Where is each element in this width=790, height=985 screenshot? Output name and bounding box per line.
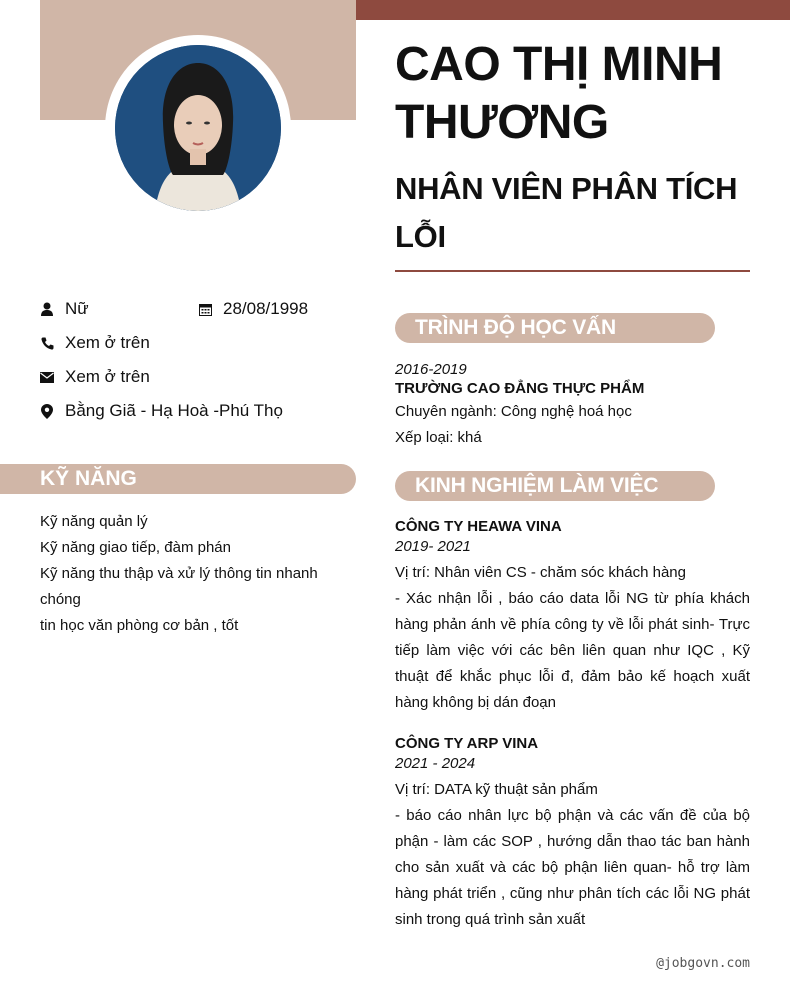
phone-row	[40, 331, 150, 355]
top-accent-bar	[356, 0, 790, 20]
skills-section-header	[0, 464, 356, 494]
birthdate-row	[198, 297, 308, 321]
job-years: 2021 - 2024	[395, 755, 476, 772]
education-heading: TRÌNH ĐỘ HỌC VẤN	[415, 316, 616, 339]
address-value: Bằng Giã - Hạ Hoà -Phú Thọ	[65, 401, 283, 420]
school-name: TRƯỜNG CAO ĐẲNG THỰC PHẨM	[395, 380, 645, 397]
skill-item: Kỹ năng thu thập và xử lý thông tin nhanh chóng	[40, 565, 318, 608]
company-name: CÔNG TY ARP VINA	[395, 735, 539, 752]
skill-item: tin học văn phòng cơ bản , tốt	[40, 617, 239, 634]
email-icon	[40, 370, 54, 384]
skill-item: Kỹ năng giao tiếp, đàm phán	[40, 539, 231, 556]
education-entry	[395, 357, 750, 451]
birthdate-value: 28/08/1998	[223, 299, 309, 318]
skills-heading: KỸ NĂNG	[40, 467, 137, 490]
skill-item: Kỹ năng quản lý	[40, 513, 148, 530]
company-name: CÔNG TY HEAWA VINA	[395, 518, 562, 535]
address-row	[40, 399, 283, 423]
gender-value: Nữ	[65, 299, 89, 318]
education-section-header	[395, 313, 715, 343]
candidate-name: CAO THỊ MINH THƯƠNG	[395, 38, 723, 149]
skills-list	[40, 509, 340, 639]
education-years: 2016-2019	[395, 361, 467, 378]
job-position: Vị trí: Nhân viên CS - chăm sóc khách hàng	[395, 564, 686, 581]
experience-heading: KINH NGHIỆM LÀM VIỆC	[415, 474, 659, 497]
experience-entry	[395, 517, 750, 716]
phone-value: Xem ở trên	[65, 333, 150, 352]
job-years: 2019- 2021	[395, 538, 471, 555]
experience-entry	[395, 734, 750, 933]
footer-watermark: @jobgovn.com	[656, 956, 750, 971]
job-description: - Xác nhận lỗi , báo cáo data lỗi NG từ phía khách hàng phản ánh về phía công ty về lỗi phát sinh- Trực tiếp làm việc với các bên liên quan như IQC , Kỹ thuật để khắc phục lỗi đ, đảm bảo kế hoạch xuất hàng không bị dán đoạn	[395, 590, 750, 711]
email-value: Xem ở trên	[65, 367, 150, 386]
email-row	[40, 365, 150, 389]
location-icon	[40, 404, 54, 418]
calendar-icon	[198, 302, 212, 316]
phone-icon	[40, 336, 54, 350]
user-icon	[40, 302, 54, 316]
job-title: NHÂN VIÊN PHÂN TÍCH LỖI	[395, 171, 738, 254]
education-grade: Xếp loại: khá	[395, 429, 482, 446]
experience-section-header	[395, 471, 715, 501]
avatar	[115, 45, 281, 211]
job-description: - báo cáo nhân lực bộ phận và các vấn đề của bộ phận - làm các SOP , hướng dẫn thao tác ban hành cho sản xuất và các bộ phận liên quan- hỗ trợ làm hàng phát triển , cũng như phân tích các lỗi NG phát sinh trong quá trình sản xuất	[395, 807, 750, 928]
title-divider	[395, 270, 750, 272]
gender-row	[40, 297, 89, 321]
education-major: Chuyên ngành: Công nghệ hoá học	[395, 403, 632, 420]
job-position: Vị trí: DATA kỹ thuật sản phẩm	[395, 781, 598, 798]
